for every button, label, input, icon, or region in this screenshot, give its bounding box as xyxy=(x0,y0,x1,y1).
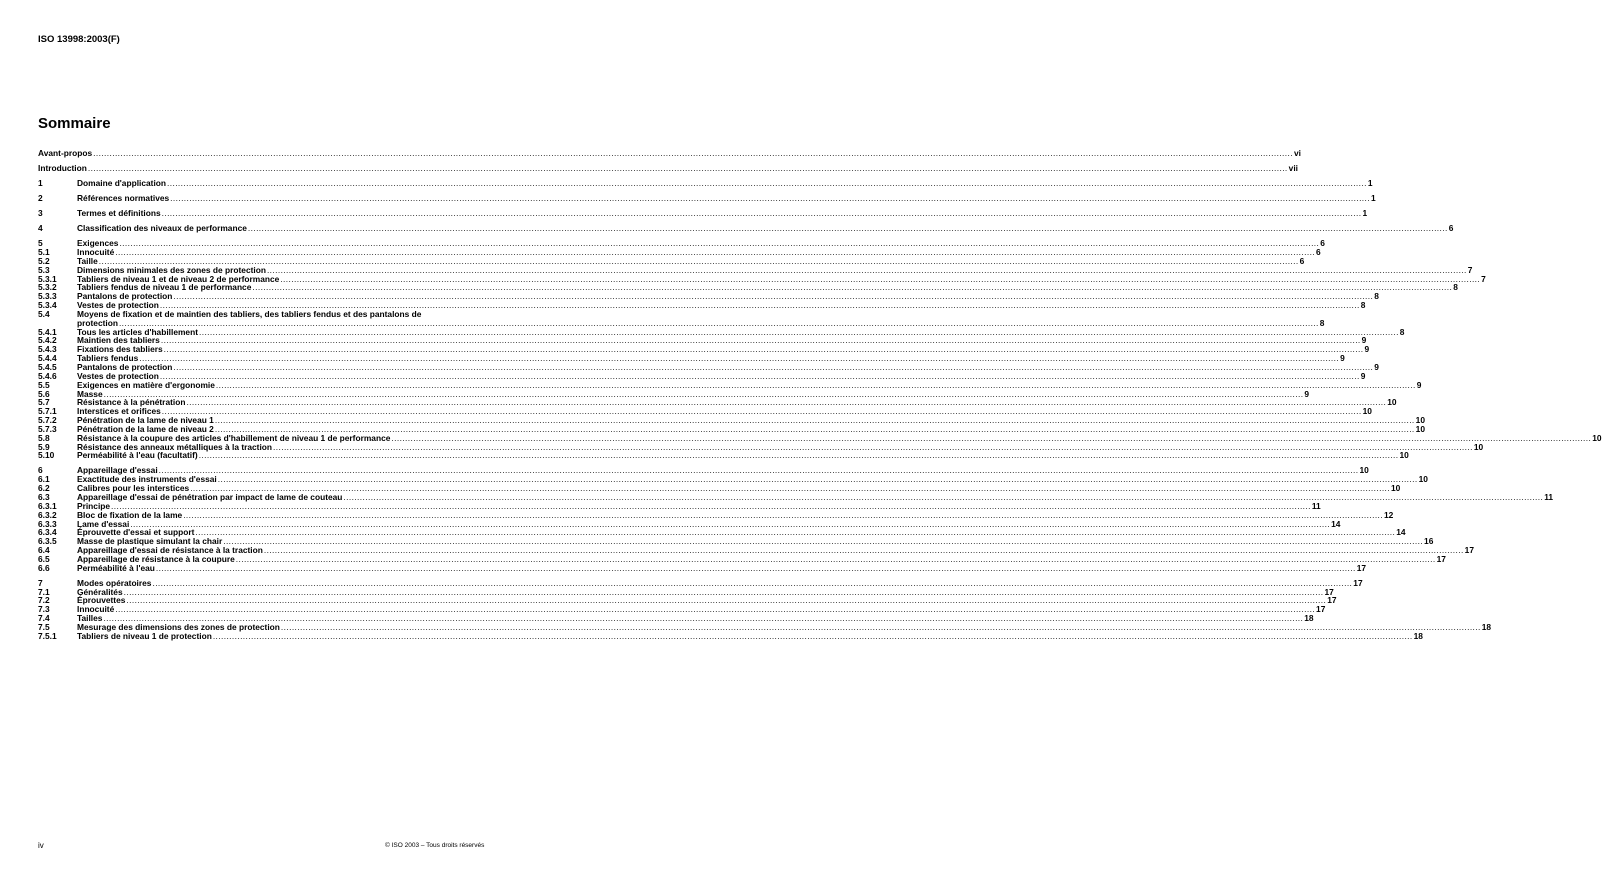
toc-entry-title: Exactitude des instruments d'essai xyxy=(77,474,217,485)
toc-entry-number: 5.1 xyxy=(38,247,50,258)
toc-entry-title: Exigences en matière d'ergonomie xyxy=(77,379,215,390)
toc-entry-number: 5.7 xyxy=(38,397,50,408)
toc-entry-number: 5.6 xyxy=(38,388,50,399)
toc-entry-number: 6.4 xyxy=(38,545,50,556)
toc-entry-page: 10 xyxy=(1399,450,1409,461)
toc-entry-number: 5.3.4 xyxy=(38,300,57,311)
toc-dot-leader xyxy=(167,179,1367,188)
toc-entry-number: 5.3 xyxy=(38,264,50,275)
toc-entry-number: 6 xyxy=(38,465,43,476)
toc-entry-number: 6.3 xyxy=(38,492,50,502)
toc-entry-title: Calibres pour les interstices xyxy=(77,483,190,494)
toc-entry-title: Mesurage des dimensions des zones de protection xyxy=(77,622,280,632)
toc-entry-page: 17 xyxy=(1464,545,1474,556)
toc-entry-number: 5.7.3 xyxy=(38,423,57,434)
toc-entry-page: 9 xyxy=(1361,335,1367,346)
toc-entry-title: Maintien des tabliers xyxy=(77,335,160,346)
toc-entry-page: 6 xyxy=(1299,255,1305,266)
toc-entry-title: protection xyxy=(77,317,118,328)
toc-entry-page: 7 xyxy=(1481,273,1486,284)
toc-entry[interactable] xyxy=(38,208,1368,219)
toc-entry-number: 6.2 xyxy=(38,483,50,494)
toc-entry-title: Principe xyxy=(77,500,111,511)
toc-entry-title: Appareillage d'essai de pénétration par impact de lame de couteau xyxy=(77,492,343,502)
toc-entry-page: 12 xyxy=(1384,509,1394,520)
toc-entry-title: Avant-propos xyxy=(38,148,93,158)
toc-entry-title: Classification des niveaux de performance xyxy=(77,223,247,234)
toc-entry-page: 16 xyxy=(1424,536,1434,547)
toc-entry-title: Lame d'essai xyxy=(77,518,130,529)
toc-entry-number: 7.3 xyxy=(38,604,50,615)
toc-entry-number: 6.3.2 xyxy=(38,509,57,520)
toc-entry-page: 8 xyxy=(1319,317,1325,328)
toc-entry-title: Perméabilité à l'eau xyxy=(77,562,155,573)
toc-entry-number: 6.1 xyxy=(38,474,50,485)
toc-entry-title: Pénétration de la lame de niveau 2 xyxy=(77,423,214,434)
toc-entry-title: Termes et définitions xyxy=(77,208,161,219)
toc-entry-page: vi xyxy=(1293,148,1301,158)
toc-entry-title: Éprouvette d'essai et support xyxy=(77,527,195,538)
toc-entry-page: 8 xyxy=(1360,300,1366,311)
toc-entry-number: 6.5 xyxy=(38,553,50,564)
toc-entry-title: Interstices et orifices xyxy=(77,406,161,417)
toc-entry-page: 14 xyxy=(1396,527,1406,538)
toc-entry-page: 10 xyxy=(1387,397,1397,408)
toc-entry-number: 5.7.2 xyxy=(38,415,57,426)
toc-entry-page: 10 xyxy=(1415,415,1425,426)
toc-entry-title: Références normatives xyxy=(77,193,170,204)
toc-entry-title: Masse xyxy=(77,388,103,399)
toc-dot-leader xyxy=(156,564,1356,573)
toc-entry-number: 5.3.1 xyxy=(38,273,57,284)
toc-entry-page: 1 xyxy=(1362,208,1368,219)
toc-entry-title: Pénétration de la lame de niveau 1 xyxy=(77,415,214,426)
toc-entry-page: 17 xyxy=(1353,577,1363,588)
toc-entry-number: 5.10 xyxy=(38,450,55,461)
toc-entry-number: 7.5.1 xyxy=(38,630,57,641)
toc-dot-leader xyxy=(248,224,1448,233)
toc-entry-title: Résistance à la coupure des articles d'habillement de niveau 1 de performance xyxy=(77,432,391,443)
toc-entry-number: 6.3.1 xyxy=(38,500,57,511)
document-code: ISO 13998:2003(F) xyxy=(38,34,120,45)
toc-entry-title: Innocuité xyxy=(77,604,115,615)
toc-entry-number: 7 xyxy=(38,577,43,588)
toc-entry-page: 17 xyxy=(1324,586,1334,597)
toc-entry-number: 5.9 xyxy=(38,441,50,452)
toc-entry-page: 8 xyxy=(1453,282,1458,293)
toc-entry-title: Bloc de fixation de la lame xyxy=(77,509,183,520)
toc-entry-page: 18 xyxy=(1304,613,1314,624)
toc-entry-title: Tabliers de niveau 1 et de niveau 2 de performance xyxy=(77,273,280,284)
toc-entry[interactable] xyxy=(38,178,1373,189)
toc-entry-number: 1 xyxy=(38,178,43,189)
toc-entry-page: 10 xyxy=(1418,474,1428,485)
toc-entry-number: 5.4.5 xyxy=(38,362,57,372)
toc-entry-number: 5.4 xyxy=(38,308,50,319)
toc-entry[interactable] xyxy=(38,163,1298,174)
toc-entry-number: 5.5 xyxy=(38,379,50,390)
toc-entry-number: 5.4.2 xyxy=(38,335,57,346)
toc-entry-number: 5.4.4 xyxy=(38,353,57,364)
toc-entry-title: Dimensions minimales des zones de protection xyxy=(77,264,266,275)
toc-entry[interactable] xyxy=(38,630,1423,641)
toc-entry-title: Innocuité xyxy=(77,247,115,258)
toc-entry-page: 11 xyxy=(1311,500,1321,511)
toc-entry-page: 7 xyxy=(1467,264,1473,275)
toc-entry-title: Moyens de fixation et de maintien des tabliers, des tabliers fendus et des pantalons de xyxy=(77,308,422,319)
toc-dot-leader xyxy=(88,164,1288,173)
toc-entry-number: 4 xyxy=(38,223,43,234)
toc-entry-page: 6 xyxy=(1316,247,1321,258)
toc-entry-page: 9 xyxy=(1340,353,1345,364)
toc-entry-page: vii xyxy=(1288,163,1298,174)
toc-entry-page: 9 xyxy=(1360,370,1366,381)
toc-entry-page: 11 xyxy=(1544,492,1554,502)
toc-entry-title: Pantalons de protection xyxy=(77,362,173,372)
toc-entry-page: 17 xyxy=(1356,562,1367,573)
toc-entry-number: 5.3.3 xyxy=(38,291,57,302)
toc-entry-title: Pantalons de protection xyxy=(77,291,173,302)
toc-entry-page: 10 xyxy=(1359,465,1369,476)
toc-entry-title: Tailles xyxy=(77,613,103,624)
toc-entry-number: 7.4 xyxy=(38,613,50,624)
toc-entry-title: Appareillage d'essai xyxy=(77,465,158,476)
toc-dot-leader xyxy=(93,149,1293,158)
toc-entry-page: 10 xyxy=(1473,441,1484,452)
toc-entry[interactable] xyxy=(38,148,1301,158)
toc-entry-page: 9 xyxy=(1416,379,1422,390)
toc-entry-title: Exigences xyxy=(77,238,119,249)
toc-entry-title: Résistance des anneaux métalliques à la traction xyxy=(77,441,273,452)
toc-entry-title: Perméabilité à l'eau (facultatif) xyxy=(77,450,198,461)
toc-entry-page: 6 xyxy=(1320,238,1325,249)
toc-entry-number: 2 xyxy=(38,193,43,204)
toc-entry-page: 18 xyxy=(1481,622,1492,632)
toc-entry-number: 7.5 xyxy=(38,622,50,632)
toc-entry-title: Domaine d'application xyxy=(77,178,167,189)
toc-entry-number: 5 xyxy=(38,238,43,249)
copyright-notice: © ISO 2003 – Tous droits réservés xyxy=(385,842,485,849)
toc-entry-page: 14 xyxy=(1331,518,1341,529)
toc-entry-title: Appareillage d'essai de résistance à la traction xyxy=(77,545,263,556)
toc-entry-number: 6.3.4 xyxy=(38,527,57,538)
toc-entry-number: 5.3.2 xyxy=(38,282,57,293)
toc-entry-number: 7.1 xyxy=(38,586,50,597)
toc-entry-page: 6 xyxy=(1448,223,1454,234)
toc-entry-page: 17 xyxy=(1436,553,1446,564)
toc-dot-leader xyxy=(199,451,1399,460)
toc-entry-title: Vestes de protection xyxy=(77,370,159,381)
toc-entry-page: 18 xyxy=(1413,630,1423,641)
toc-entry-number: 6.3.5 xyxy=(38,536,57,547)
toc-entry-number: 6.3.3 xyxy=(38,518,57,529)
toc-entry-page: 9 xyxy=(1374,362,1379,372)
toc-entry-title: Tabliers fendus de niveau 1 de performance xyxy=(77,282,252,293)
toc-entry-page: 10 xyxy=(1362,406,1372,417)
toc-entry-number: 7.2 xyxy=(38,595,50,606)
toc-entry-page: 9 xyxy=(1364,344,1370,355)
toc-entry-title: Masse de plastique simulant la chair xyxy=(77,536,223,547)
toc-entry-title: Vestes de protection xyxy=(77,300,159,311)
toc-dot-leader xyxy=(162,209,1362,218)
toc-entry-number: 5.2 xyxy=(38,255,50,266)
toc-entry-page: 10 xyxy=(1391,483,1401,494)
toc-entry-title: Éprouvettes xyxy=(77,595,126,606)
toc-entry-title: Résistance à la pénétration xyxy=(77,397,186,408)
toc-entry-number: 5.4.1 xyxy=(38,326,57,337)
toc-entry-number: 5.7.1 xyxy=(38,406,57,417)
toc-entry-title: Tabliers fendus xyxy=(77,353,139,364)
toc-entry-number: 3 xyxy=(38,208,43,219)
toc-entry-title: Tous les articles d'habillement xyxy=(77,326,198,337)
toc-entry-number: 5.4.6 xyxy=(38,370,57,381)
toc-entry-number: 6.6 xyxy=(38,562,50,573)
toc-entry[interactable] xyxy=(38,223,1454,234)
toc-entry-number: 5.4.3 xyxy=(38,344,57,355)
page-title: Sommaire xyxy=(38,115,111,132)
toc-entry-number: 5.8 xyxy=(38,432,50,443)
toc-entry-title: Taille xyxy=(77,255,98,266)
toc-dot-leader xyxy=(170,194,1370,203)
toc-entry-page: 17 xyxy=(1327,595,1337,606)
page-number: iv xyxy=(38,841,44,850)
toc-entry[interactable] xyxy=(38,193,1376,204)
toc-entry-title: Modes opératoires xyxy=(77,577,152,588)
toc-entry-title: Introduction xyxy=(38,163,87,174)
toc-entry-page: 10 xyxy=(1415,423,1425,434)
toc-entry[interactable] xyxy=(38,450,1409,461)
toc-entry-page: 17 xyxy=(1316,604,1326,615)
toc-entry-page: 1 xyxy=(1370,193,1376,204)
toc-entry-title: Généralités xyxy=(77,586,123,597)
toc-entry-title: Fixations des tabliers xyxy=(77,344,163,355)
toc-entry-page: 8 xyxy=(1374,291,1379,302)
toc-entry-title: Appareillage de résistance à la coupure xyxy=(77,553,235,564)
toc-dot-leader xyxy=(213,632,1413,641)
toc-entry-page: 9 xyxy=(1304,388,1310,399)
toc-entry-page: 10 xyxy=(1592,432,1602,443)
toc-entry-page: 8 xyxy=(1399,326,1405,337)
toc-entry-title: Tabliers de niveau 1 de protection xyxy=(77,630,212,641)
table-of-contents xyxy=(38,148,1602,641)
toc-entry[interactable] xyxy=(38,562,1367,573)
toc-entry-page: 1 xyxy=(1367,178,1373,189)
